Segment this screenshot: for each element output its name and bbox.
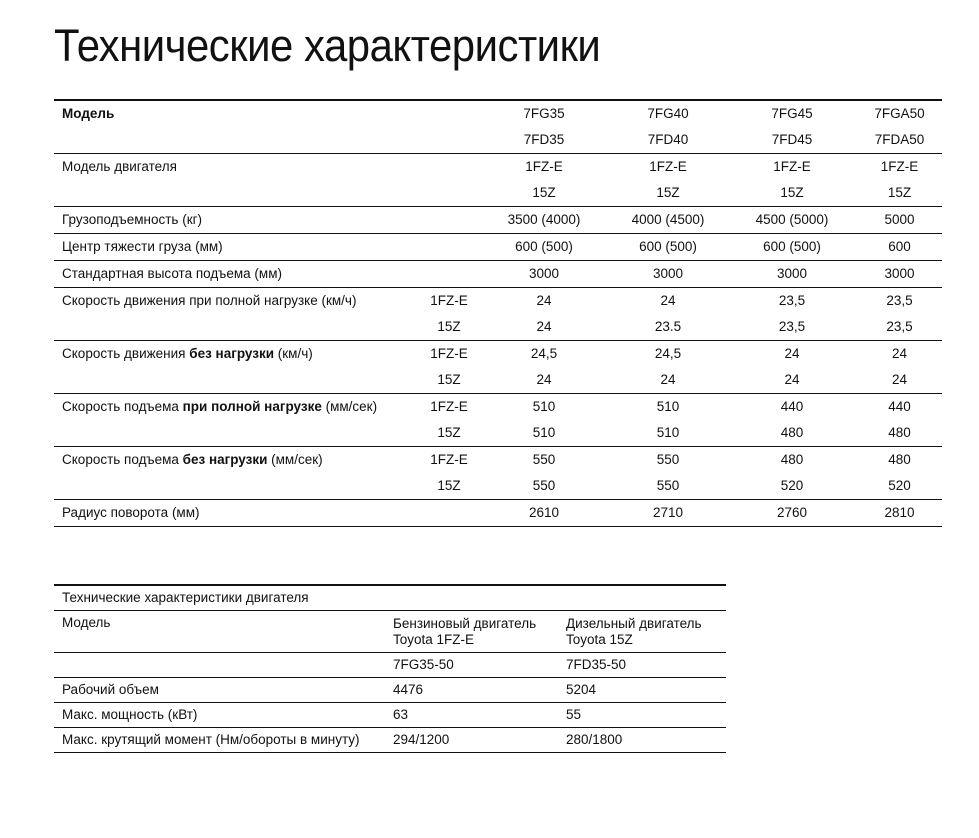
value-cell: 550: [656, 478, 680, 493]
engine-type: 15Z: [437, 425, 461, 440]
value-cell: 24,5: [530, 346, 558, 361]
value-cell: 510: [532, 399, 556, 414]
value-cell: 15Z: [656, 185, 680, 200]
value-cell: 23.5: [654, 319, 682, 334]
value-cell: 550: [532, 478, 556, 493]
row-label: [54, 500, 419, 527]
row-label: Макс. крутящий момент (Нм/обороты в минуту): [62, 732, 360, 747]
value-cell: 1FZ-E: [525, 159, 563, 174]
value-cell: 3000: [884, 266, 915, 281]
row-label: [54, 154, 419, 207]
table-row: [54, 341, 942, 368]
value-cell: 3000: [528, 266, 560, 281]
value-cell: 550: [532, 452, 556, 467]
label-part: Стандартная высота подъема (мм): [62, 266, 282, 281]
value-cell: 294/1200: [393, 732, 450, 747]
value-cell: 24: [784, 346, 800, 361]
row-label: [54, 394, 419, 447]
value-cell: 7FG40: [647, 106, 689, 121]
value-cell: 510: [656, 399, 680, 414]
value-cell: 480: [780, 425, 804, 440]
label-part: Скорость подъема: [62, 399, 183, 414]
value-cell: 15Z: [887, 185, 912, 200]
value-cell: 7FDA50: [874, 132, 925, 147]
value-cell: 600 (500): [515, 239, 573, 254]
value-cell: 480: [780, 452, 804, 467]
row-label: [54, 100, 419, 154]
engine-type: 15Z: [437, 372, 461, 387]
value-cell: 15Z: [780, 185, 804, 200]
value-cell: 24,5: [654, 346, 682, 361]
value-cell: 600: [888, 239, 911, 254]
engine-type: 1FZ-E: [430, 399, 468, 414]
row-label: [54, 447, 419, 500]
value-cell: 440: [780, 399, 804, 414]
value-cell: 24: [536, 319, 552, 334]
value-cell: 15Z: [532, 185, 556, 200]
value-cell: 2810: [884, 505, 915, 520]
engine-type: [419, 154, 479, 181]
engine-type: 15Z: [437, 478, 461, 493]
value-cell: 550: [656, 452, 680, 467]
value-cell: 7FG45: [771, 106, 813, 121]
value-cell: 23,5: [778, 293, 806, 308]
table-row: [54, 288, 942, 315]
table-row: [54, 678, 726, 703]
value-cell: 1FZ-E: [880, 159, 919, 174]
value-cell: 24: [784, 372, 800, 387]
value-cell: 7FG35-50: [393, 657, 454, 672]
engine-type: 1FZ-E: [430, 346, 468, 361]
value-cell: 4500 (5000): [755, 212, 829, 227]
table-row: [54, 728, 726, 753]
value-cell: Дизельный двигатель Toyota 15Z: [566, 616, 702, 647]
value-cell: 5000: [884, 212, 915, 227]
label-part: Модель двигателя: [62, 159, 177, 174]
label-part: Скорость подъема: [62, 452, 183, 467]
specs-table: [54, 99, 942, 527]
value-cell: 63: [393, 707, 409, 722]
value-cell: 480: [888, 425, 911, 440]
label-part: Центр тяжести груза (мм): [62, 239, 223, 254]
value-cell: 1FZ-E: [773, 159, 811, 174]
table-row: [54, 234, 942, 261]
row-label: [54, 288, 419, 341]
value-cell: 24: [536, 293, 552, 308]
value-cell: 7FGA50: [874, 106, 925, 121]
label-part: Модель: [62, 106, 115, 121]
value-cell: 23,5: [886, 293, 913, 308]
row-label: Рабочий объем: [62, 682, 159, 697]
value-cell: 23,5: [778, 319, 806, 334]
row-label: [54, 207, 419, 234]
table-row: [54, 154, 942, 181]
value-cell: 2610: [528, 505, 560, 520]
engine-type: [419, 127, 479, 154]
label-part: Скорость движения: [62, 346, 190, 361]
value-cell: 4476: [393, 682, 424, 697]
value-cell: 23,5: [886, 319, 913, 334]
label-part: (мм/сек): [321, 399, 378, 414]
label-part: Радиус поворота (мм): [62, 505, 200, 520]
value-cell: 7FD40: [647, 132, 689, 147]
table-row: [54, 100, 942, 127]
value-cell: Бензиновый двигатель Toyota 1FZ-E: [393, 616, 537, 647]
value-cell: 24: [536, 372, 552, 387]
engine-type: 1FZ-E: [430, 452, 468, 467]
label-part: (мм/сек): [267, 452, 323, 467]
value-cell: 24: [891, 346, 908, 361]
value-cell: 520: [780, 478, 804, 493]
table-row: [54, 394, 942, 421]
engine-type: [419, 261, 479, 288]
value-cell: 24: [660, 293, 676, 308]
value-cell: 440: [888, 399, 911, 414]
engine-type: [419, 207, 479, 234]
value-cell: 2710: [652, 505, 684, 520]
table-row: [54, 207, 942, 234]
engine-type: [419, 234, 479, 261]
label-part: Грузоподъемность (кг): [62, 212, 203, 227]
value-cell: 2760: [776, 505, 808, 520]
value-cell: 7FD45: [771, 132, 813, 147]
value-cell: 600 (500): [639, 239, 697, 254]
value-cell: 510: [656, 425, 680, 440]
engine-type: 15Z: [437, 319, 461, 334]
value-cell: 24: [660, 372, 676, 387]
label-part: без нагрузки: [182, 452, 268, 467]
engine-type: 1FZ-E: [430, 293, 468, 308]
table-row: [54, 500, 942, 527]
value-cell: 5204: [566, 682, 597, 697]
row-label: [54, 341, 419, 394]
engine-specs-table: [54, 584, 726, 753]
page-title: Технические характеристики: [54, 20, 601, 71]
table-row: [54, 261, 942, 288]
engine-table-title: Технические характеристики двигателя: [62, 590, 309, 605]
table-title-row: [54, 585, 726, 611]
value-cell: 1FZ-E: [649, 159, 687, 174]
value-cell: 280/1800: [566, 732, 623, 747]
value-cell: 600 (500): [763, 239, 821, 254]
table-row: [54, 653, 726, 678]
value-cell: 24: [891, 372, 908, 387]
value-cell: 3000: [776, 266, 808, 281]
row-label: Модель: [62, 615, 111, 630]
table-row: [54, 447, 942, 474]
label-part: без нагрузки: [189, 346, 275, 361]
engine-type: [419, 100, 479, 127]
label-part: при полной нагрузке: [182, 399, 322, 414]
label-part: Скорость движения при полной нагрузке (км/ч): [62, 293, 357, 308]
value-cell: 3000: [652, 266, 684, 281]
value-cell: 7FD35-50: [566, 657, 627, 672]
table-row: [54, 703, 726, 728]
value-cell: 520: [888, 478, 911, 493]
engine-type: [419, 180, 479, 207]
row-label: [54, 261, 419, 288]
value-cell: 55: [566, 707, 582, 722]
value-cell: 510: [532, 425, 556, 440]
value-cell: 4000 (4500): [631, 212, 705, 227]
label-part: (км/ч): [274, 346, 313, 361]
engine-type: [419, 500, 479, 527]
value-cell: 3500 (4000): [507, 212, 581, 227]
value-cell: 7FD35: [523, 132, 565, 147]
row-label: Макс. мощность (кВт): [62, 707, 198, 722]
value-cell: 480: [888, 452, 911, 467]
value-cell: 7FG35: [523, 106, 565, 121]
table-row: [54, 611, 726, 653]
row-label: [54, 653, 393, 678]
row-label: [54, 234, 419, 261]
